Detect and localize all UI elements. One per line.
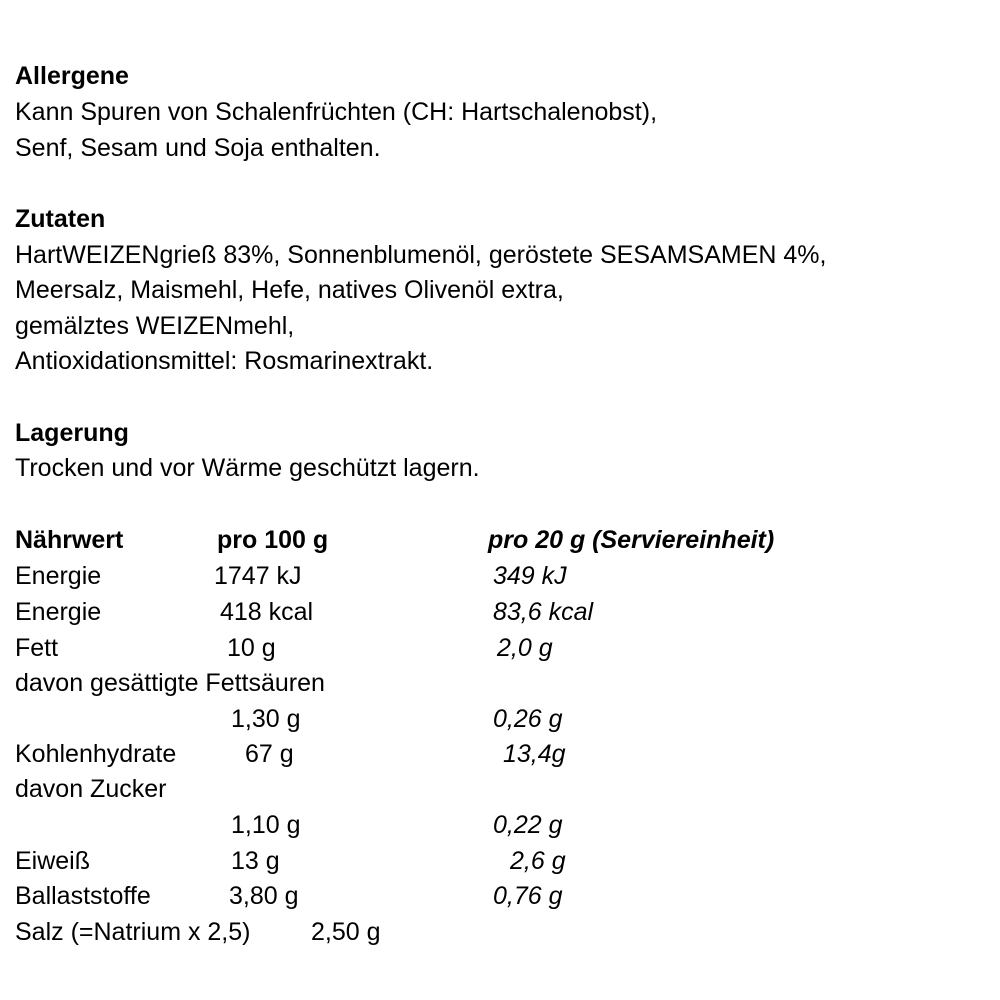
allergens-heading: Allergene [15, 62, 129, 90]
nutrient-per-serving: 83,6 kcal [493, 598, 594, 626]
nutrient-label: Energie [15, 598, 102, 626]
allergens-line-1: Kann Spuren von Schalenfrüchten (CH: Hartschalenobst), [15, 98, 658, 126]
nutrient-per-100g: 1,30 g [231, 705, 301, 733]
ingredients-heading: Zutaten [15, 205, 106, 233]
nutrient-label: davon gesättigte Fettsäuren [15, 669, 325, 697]
nutrient-label: Ballaststoffe [15, 882, 151, 910]
ingredients-line-2: Meersalz, Maismehl, Hefe, natives Olivenöl extra, [15, 276, 564, 304]
nutrient-per-100g: 1,10 g [231, 811, 301, 839]
nutrient-per-100g: 13 g [231, 847, 280, 875]
nutrient-per-serving: 0,76 g [493, 882, 563, 910]
nutrient-label: Salz (=Natrium x 2,5) [15, 918, 251, 946]
nutrition-header-per-serving: pro 20 g (Serviereinheit) [488, 526, 775, 554]
nutrient-label: davon Zucker [15, 775, 167, 803]
nutrient-per-serving: 2,6 g [510, 847, 566, 875]
nutrient-per-serving: 2,0 g [497, 634, 553, 662]
storage-heading: Lagerung [15, 419, 129, 447]
nutrient-per-100g: 418 kcal [220, 598, 314, 626]
nutrient-per-serving: 0,22 g [493, 811, 563, 839]
nutrient-label: Fett [15, 634, 59, 662]
nutrient-per-serving: 349 kJ [493, 562, 567, 590]
nutrient-per-100g: 10 g [227, 634, 276, 662]
ingredients-line-4: Antioxidationsmittel: Rosmarinextrakt. [15, 347, 434, 375]
nutrient-per-100g: 2,50 g [311, 918, 381, 946]
nutrient-label: Energie [15, 562, 102, 590]
nutrient-per-100g: 1747 kJ [214, 562, 302, 590]
nutrient-per-serving: 0,26 g [493, 705, 563, 733]
nutrient-per-100g: 3,80 g [229, 882, 299, 910]
nutrient-label: Kohlenhydrate [15, 740, 177, 768]
nutrition-header-label: Nährwert [15, 526, 124, 554]
nutrient-per-100g: 67 g [245, 740, 294, 768]
allergens-line-2: Senf, Sesam und Soja enthalten. [15, 134, 381, 162]
nutrition-header-per-100g: pro 100 g [217, 526, 329, 554]
nutrient-per-serving: 13,4g [503, 740, 566, 768]
storage-text: Trocken und vor Wärme geschützt lagern. [15, 454, 480, 482]
nutrient-label: Eiweiß [15, 847, 91, 875]
ingredients-line-3: gemälztes WEIZENmehl, [15, 312, 295, 340]
ingredients-line-1: HartWEIZENgrieß 83%, Sonnenblumenöl, geröstete SESAMSAMEN 4%, [15, 241, 827, 269]
